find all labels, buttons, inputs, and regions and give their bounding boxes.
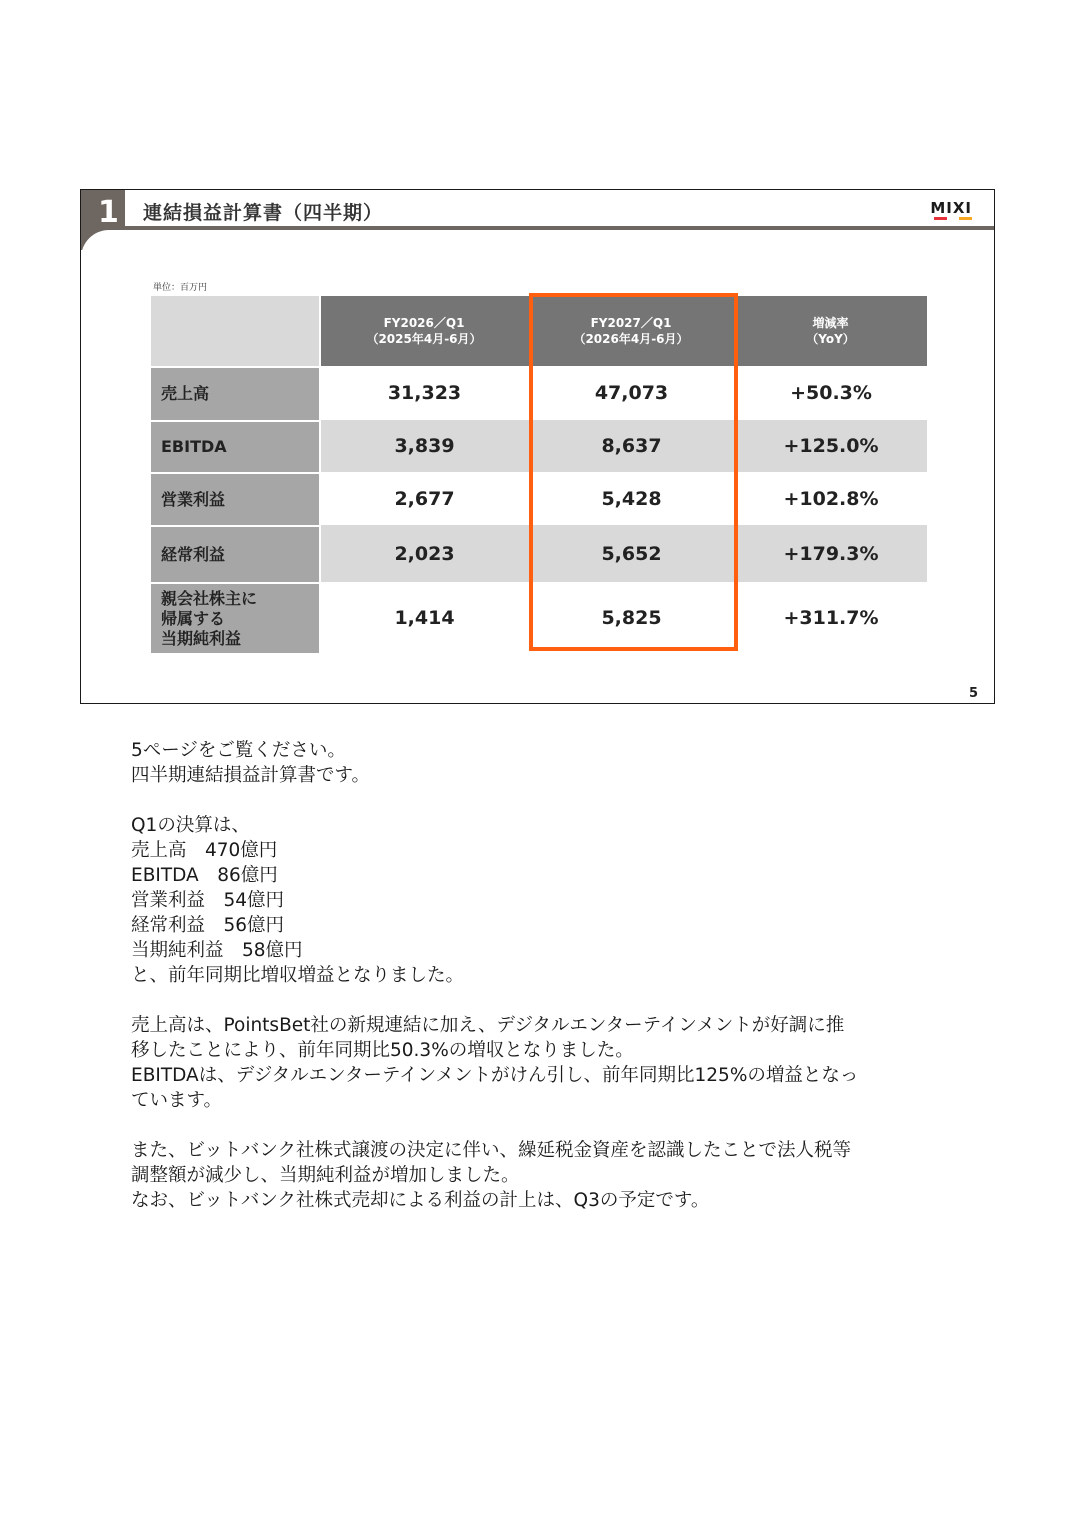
prev-value: 2,677 [321,472,528,525]
header-prev-period: FY2026／Q1 （2025年4月-6月） [321,296,528,366]
prev-value: 3,839 [321,420,528,472]
notes-line: なお、ビットバンク社株式売却による利益の計上は、Q3の予定です。 [131,1190,710,1211]
header-corner [81,230,151,270]
row-label: 親会社株主に 帰属する 当期純利益 [151,582,321,653]
notes-line: 当期純利益 58億円 [131,940,303,961]
header-rule [125,226,994,230]
row-label: 営業利益 [151,472,321,525]
notes-line: 売上高は、PointsBet社の新規連結に加え、デジタルエンターテインメントが好調に推 [131,1015,845,1036]
prev-value: 1,414 [321,582,528,653]
row-label: 経常利益 [151,525,321,582]
notes-line: 営業利益 54億円 [131,890,285,911]
prev-value: 2,023 [321,525,528,582]
slide [80,189,995,704]
current-period-highlight [529,293,738,651]
curr-value: 5,652 [528,525,735,582]
slide-title: 連結損益計算書（四半期） [143,202,384,224]
yoy-value: +50.3% [735,366,927,420]
notes-line: EBITDA 86億円 [131,865,278,886]
logo-underline [934,217,972,220]
notes-line: 調整額が減少し、当期純利益が増加しました。 [131,1165,520,1186]
notes-line: EBITDAは、デジタルエンターテインメントがけん引し、前年同期比125%の増益となっ [131,1065,859,1086]
unit-label: 単位：百万円 [153,283,208,293]
notes-line: 経常利益 56億円 [131,915,285,936]
curr-value: 5,428 [528,472,735,525]
yoy-value: +311.7% [735,582,927,653]
notes-line: ています。 [131,1090,223,1111]
slide-header [81,190,994,232]
curr-value: 47,073 [528,366,735,420]
header-curr-period: FY2027／Q1 （2026年4月-6月） [528,296,735,366]
notes-line: また、ビットバンク社株式譲渡の決定に伴い、繰延税金資産を認識したことで法人税等 [131,1140,852,1161]
curr-value: 5,825 [528,582,735,653]
speaker-notes [131,738,951,1213]
curr-value: 8,637 [528,420,735,472]
page-number: 5 [968,686,978,701]
notes-line: 5ページをご覧ください。 [131,740,346,761]
row-label: EBITDA [151,420,321,472]
row-label: 売上高 [151,366,321,420]
header-blank-cell [151,296,321,366]
yoy-value: +125.0% [735,420,927,472]
header-yoy: 増減率 （YoY） [735,296,927,366]
yoy-value: +102.8% [735,472,927,525]
section-number: 1 [98,195,119,230]
mixi-logo: MIXI [930,199,972,217]
notes-line: 四半期連結損益計算書です。 [131,765,371,786]
yoy-value: +179.3% [735,525,927,582]
notes-line: 移したことにより、前年同期比50.3%の増収となりました。 [131,1040,634,1061]
notes-line: Q1の決算は、 [131,815,250,836]
notes-line: 売上高 470億円 [131,840,278,861]
notes-line: と、前年同期比増収増益となりました。 [131,965,465,986]
prev-value: 31,323 [321,366,528,420]
